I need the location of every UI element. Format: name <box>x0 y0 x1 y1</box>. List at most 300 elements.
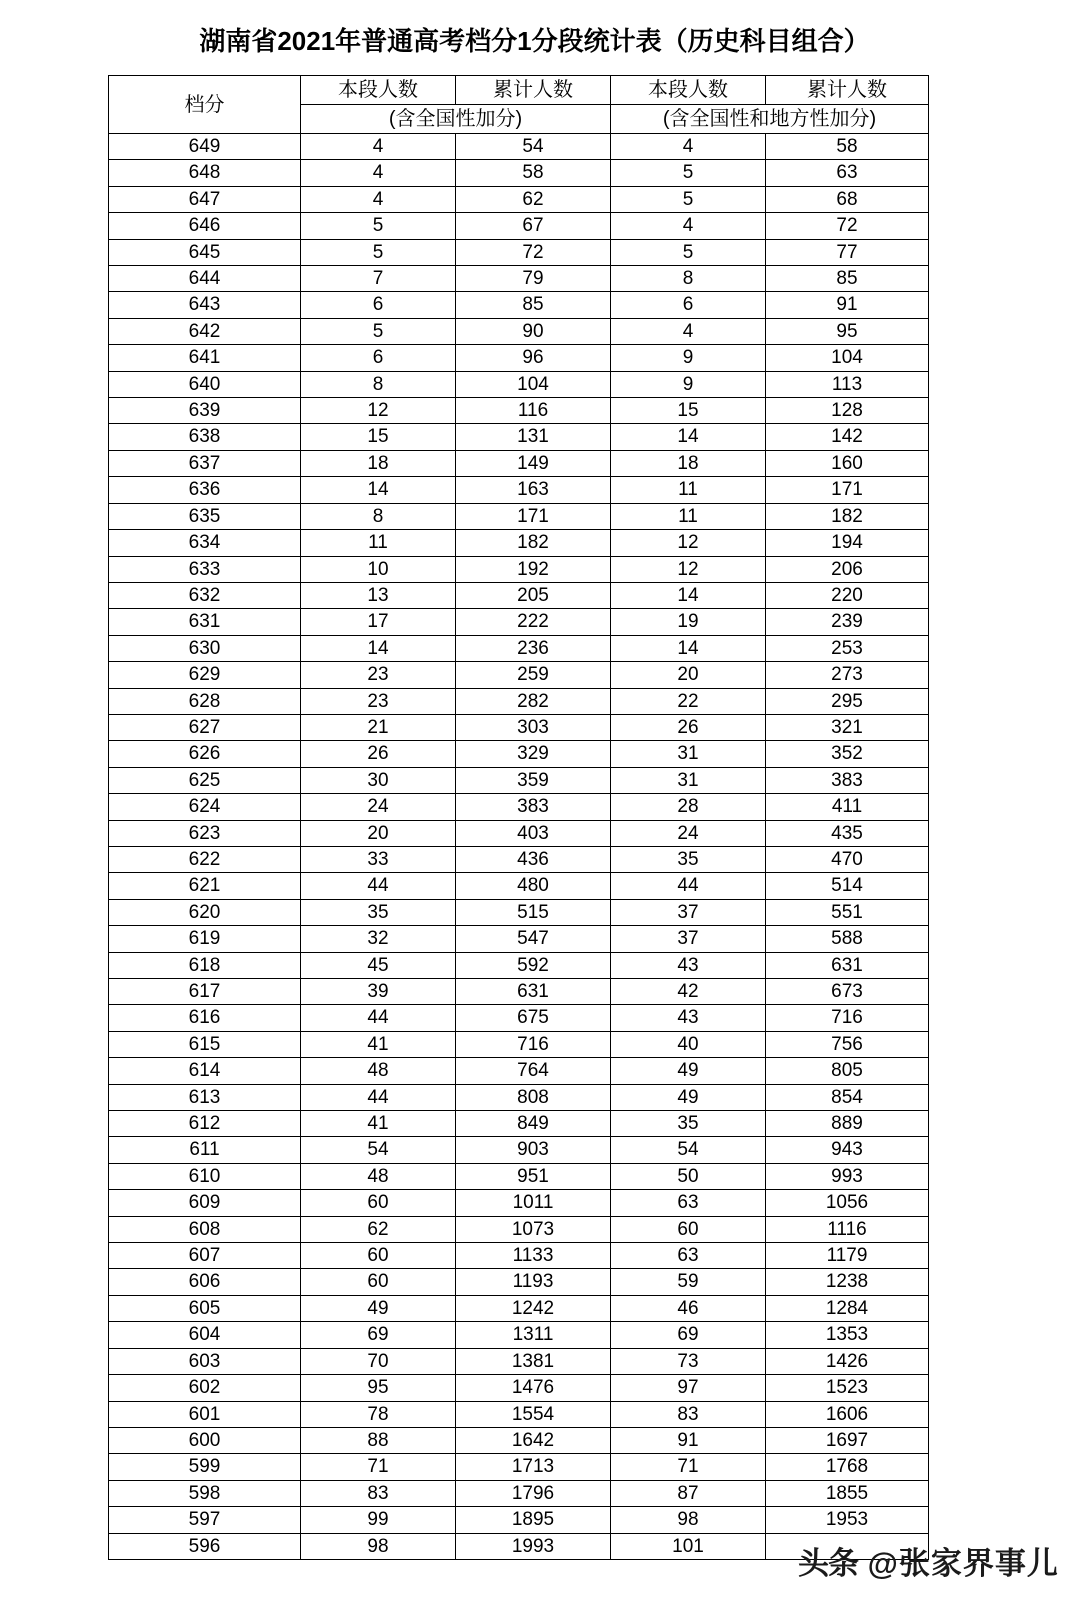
cell-group-a-cumulative: 1476 <box>456 1375 611 1401</box>
cell-group-a-cumulative: 1133 <box>456 1243 611 1269</box>
watermark-mark: 头条 <box>798 1546 858 1581</box>
cell-group-b-segment: 4 <box>611 213 766 239</box>
cell-score: 596 <box>109 1533 301 1559</box>
cell-group-b-cumulative: 194 <box>766 530 929 556</box>
cell-group-b-cumulative: 321 <box>766 714 929 740</box>
cell-score: 632 <box>109 582 301 608</box>
cell-group-b-cumulative: 95 <box>766 318 929 344</box>
cell-group-a-segment: 62 <box>301 1216 456 1242</box>
table-row <box>109 134 929 160</box>
cell-group-b-segment: 49 <box>611 1058 766 1084</box>
cell-group-b-segment: 12 <box>611 556 766 582</box>
cell-group-b-cumulative: 142 <box>766 424 929 450</box>
score-distribution-table-container <box>108 75 928 1560</box>
cell-score: 614 <box>109 1058 301 1084</box>
cell-group-a-segment: 71 <box>301 1454 456 1480</box>
cell-group-a-cumulative: 90 <box>456 318 611 344</box>
cell-score: 604 <box>109 1322 301 1348</box>
cell-group-a-segment: 41 <box>301 1111 456 1137</box>
table-row <box>109 820 929 846</box>
cell-group-b-segment: 40 <box>611 1031 766 1057</box>
cell-score: 646 <box>109 213 301 239</box>
cell-group-b-segment: 59 <box>611 1269 766 1295</box>
cell-group-a-cumulative: 1242 <box>456 1295 611 1321</box>
table-row <box>109 899 929 925</box>
cell-score: 631 <box>109 609 301 635</box>
cell-group-b-segment: 63 <box>611 1243 766 1269</box>
cell-group-a-segment: 14 <box>301 477 456 503</box>
cell-score: 601 <box>109 1401 301 1427</box>
cell-score: 611 <box>109 1137 301 1163</box>
table-row <box>109 1375 929 1401</box>
cell-group-b-cumulative: 206 <box>766 556 929 582</box>
cell-score: 602 <box>109 1375 301 1401</box>
table-row <box>109 1190 929 1216</box>
cell-group-a-segment: 14 <box>301 635 456 661</box>
cell-group-b-cumulative: 470 <box>766 846 929 872</box>
cell-score: 621 <box>109 873 301 899</box>
cell-group-b-cumulative: 943 <box>766 1137 929 1163</box>
cell-group-b-cumulative: 171 <box>766 477 929 503</box>
cell-group-b-segment: 101 <box>611 1533 766 1559</box>
cell-group-a-cumulative: 515 <box>456 899 611 925</box>
cell-group-b-segment: 9 <box>611 345 766 371</box>
table-row <box>109 1216 929 1242</box>
table-row <box>109 1031 929 1057</box>
cell-group-b-segment: 35 <box>611 846 766 872</box>
cell-group-a-segment: 10 <box>301 556 456 582</box>
cell-group-b-segment: 11 <box>611 477 766 503</box>
cell-group-a-segment: 15 <box>301 424 456 450</box>
cell-group-a-cumulative: 849 <box>456 1111 611 1137</box>
cell-score: 616 <box>109 1005 301 1031</box>
table-row <box>109 926 929 952</box>
table-row <box>109 239 929 265</box>
cell-group-a-cumulative: 764 <box>456 1058 611 1084</box>
cell-group-a-segment: 26 <box>301 741 456 767</box>
header-row-primary <box>109 76 929 105</box>
score-distribution-table <box>108 75 929 1560</box>
cell-group-b-cumulative: 1855 <box>766 1480 929 1506</box>
cell-group-b-cumulative: 295 <box>766 688 929 714</box>
cell-group-a-segment: 5 <box>301 213 456 239</box>
cell-group-b-cumulative: 220 <box>766 582 929 608</box>
column-header-group-a-note: (含全国性加分) <box>301 105 611 134</box>
cell-group-b-segment: 43 <box>611 952 766 978</box>
cell-group-b-segment: 14 <box>611 424 766 450</box>
cell-group-a-cumulative: 359 <box>456 767 611 793</box>
table-row <box>109 1454 929 1480</box>
cell-group-b-cumulative: 673 <box>766 979 929 1005</box>
cell-score: 619 <box>109 926 301 952</box>
cell-group-b-segment: 46 <box>611 1295 766 1321</box>
table-row <box>109 582 929 608</box>
cell-score: 649 <box>109 134 301 160</box>
column-header-group-a-segment: 本段人数 <box>301 76 456 105</box>
cell-group-a-cumulative: 1311 <box>456 1322 611 1348</box>
cell-group-a-segment: 5 <box>301 318 456 344</box>
cell-score: 637 <box>109 450 301 476</box>
table-header <box>109 76 929 134</box>
cell-score: 598 <box>109 1480 301 1506</box>
cell-group-b-segment: 98 <box>611 1507 766 1533</box>
cell-score: 609 <box>109 1190 301 1216</box>
cell-group-a-cumulative: 205 <box>456 582 611 608</box>
table-row <box>109 398 929 424</box>
cell-group-a-cumulative: 403 <box>456 820 611 846</box>
cell-score: 644 <box>109 266 301 292</box>
cell-score: 624 <box>109 794 301 820</box>
cell-group-b-segment: 11 <box>611 503 766 529</box>
cell-group-a-cumulative: 182 <box>456 530 611 556</box>
cell-group-a-segment: 98 <box>301 1533 456 1559</box>
cell-group-b-cumulative: 631 <box>766 952 929 978</box>
cell-group-a-cumulative: 131 <box>456 424 611 450</box>
table-row <box>109 635 929 661</box>
cell-group-a-segment: 95 <box>301 1375 456 1401</box>
cell-group-a-segment: 33 <box>301 846 456 872</box>
cell-score: 630 <box>109 635 301 661</box>
cell-group-b-segment: 97 <box>611 1375 766 1401</box>
cell-group-b-cumulative: 1426 <box>766 1348 929 1374</box>
cell-group-b-segment: 37 <box>611 899 766 925</box>
table-row <box>109 1295 929 1321</box>
table-row <box>109 424 929 450</box>
cell-group-a-cumulative: 163 <box>456 477 611 503</box>
cell-group-b-cumulative: 756 <box>766 1031 929 1057</box>
table-row <box>109 794 929 820</box>
cell-group-a-cumulative: 1193 <box>456 1269 611 1295</box>
cell-group-a-cumulative: 675 <box>456 1005 611 1031</box>
cell-score: 612 <box>109 1111 301 1137</box>
cell-group-a-segment: 12 <box>301 398 456 424</box>
cell-group-a-cumulative: 436 <box>456 846 611 872</box>
cell-group-b-segment: 54 <box>611 1137 766 1163</box>
cell-group-b-cumulative: 68 <box>766 186 929 212</box>
cell-group-a-segment: 17 <box>301 609 456 635</box>
cell-group-a-cumulative: 67 <box>456 213 611 239</box>
cell-group-b-cumulative: 716 <box>766 1005 929 1031</box>
cell-score: 627 <box>109 714 301 740</box>
column-header-group-a-cumulative: 累计人数 <box>456 76 611 105</box>
cell-score: 622 <box>109 846 301 872</box>
cell-group-a-segment: 69 <box>301 1322 456 1348</box>
table-row <box>109 1163 929 1189</box>
cell-group-a-cumulative: 58 <box>456 160 611 186</box>
cell-score: 635 <box>109 503 301 529</box>
cell-group-b-cumulative: 1768 <box>766 1454 929 1480</box>
table-row <box>109 450 929 476</box>
cell-score: 607 <box>109 1243 301 1269</box>
cell-group-a-segment: 21 <box>301 714 456 740</box>
table-row <box>109 213 929 239</box>
cell-group-b-cumulative: 63 <box>766 160 929 186</box>
cell-group-b-segment: 6 <box>611 292 766 318</box>
cell-group-a-segment: 44 <box>301 1005 456 1031</box>
cell-group-b-cumulative: 1238 <box>766 1269 929 1295</box>
cell-group-a-segment: 32 <box>301 926 456 952</box>
cell-group-a-segment: 8 <box>301 371 456 397</box>
cell-group-a-segment: 20 <box>301 820 456 846</box>
cell-group-a-cumulative: 149 <box>456 450 611 476</box>
cell-group-a-cumulative: 1796 <box>456 1480 611 1506</box>
table-row <box>109 1111 929 1137</box>
column-header-group-b-note: (含全国性和地方性加分) <box>611 105 929 134</box>
cell-group-a-segment: 44 <box>301 1084 456 1110</box>
table-body <box>109 134 929 1560</box>
cell-group-a-cumulative: 192 <box>456 556 611 582</box>
cell-group-b-cumulative: 273 <box>766 662 929 688</box>
cell-group-b-segment: 24 <box>611 820 766 846</box>
table-row <box>109 1480 929 1506</box>
cell-group-b-segment: 26 <box>611 714 766 740</box>
cell-group-a-cumulative: 104 <box>456 371 611 397</box>
cell-group-b-cumulative: 104 <box>766 345 929 371</box>
cell-score: 648 <box>109 160 301 186</box>
cell-group-a-cumulative: 1381 <box>456 1348 611 1374</box>
cell-score: 626 <box>109 741 301 767</box>
cell-group-b-cumulative: 1179 <box>766 1243 929 1269</box>
cell-group-a-segment: 83 <box>301 1480 456 1506</box>
cell-group-a-cumulative: 951 <box>456 1163 611 1189</box>
cell-group-b-segment: 71 <box>611 1454 766 1480</box>
cell-group-a-cumulative: 1642 <box>456 1427 611 1453</box>
cell-group-a-cumulative: 303 <box>456 714 611 740</box>
cell-score: 599 <box>109 1454 301 1480</box>
page-title: 湖南省2021年普通高考档分1分段统计表（历史科目组合） <box>199 26 870 56</box>
cell-group-b-cumulative: 993 <box>766 1163 929 1189</box>
cell-group-b-cumulative: 85 <box>766 266 929 292</box>
cell-group-a-cumulative: 1554 <box>456 1401 611 1427</box>
cell-score: 642 <box>109 318 301 344</box>
cell-group-a-segment: 11 <box>301 530 456 556</box>
table-row <box>109 979 929 1005</box>
cell-group-b-segment: 19 <box>611 609 766 635</box>
cell-group-b-segment: 5 <box>611 160 766 186</box>
cell-group-b-segment: 50 <box>611 1163 766 1189</box>
table-row <box>109 318 929 344</box>
cell-group-b-cumulative: 239 <box>766 609 929 635</box>
cell-group-b-cumulative: 253 <box>766 635 929 661</box>
cell-group-a-cumulative: 1895 <box>456 1507 611 1533</box>
table-row <box>109 952 929 978</box>
cell-group-b-cumulative: 72 <box>766 213 929 239</box>
cell-group-b-segment: 14 <box>611 582 766 608</box>
cell-group-b-segment: 44 <box>611 873 766 899</box>
cell-group-b-cumulative: 889 <box>766 1111 929 1137</box>
cell-group-b-cumulative: 91 <box>766 292 929 318</box>
cell-group-b-segment: 4 <box>611 134 766 160</box>
cell-score: 606 <box>109 1269 301 1295</box>
cell-group-a-cumulative: 62 <box>456 186 611 212</box>
table-row <box>109 1348 929 1374</box>
cell-group-b-cumulative: 1056 <box>766 1190 929 1216</box>
cell-group-b-cumulative: 854 <box>766 1084 929 1110</box>
cell-score: 620 <box>109 899 301 925</box>
cell-group-a-segment: 45 <box>301 952 456 978</box>
cell-group-b-segment: 73 <box>611 1348 766 1374</box>
table-row <box>109 1401 929 1427</box>
cell-group-a-segment: 7 <box>301 266 456 292</box>
cell-group-a-segment: 4 <box>301 160 456 186</box>
cell-group-a-cumulative: 631 <box>456 979 611 1005</box>
cell-group-a-segment: 4 <box>301 186 456 212</box>
cell-group-a-segment: 49 <box>301 1295 456 1321</box>
cell-group-b-segment: 5 <box>611 239 766 265</box>
table-row <box>109 345 929 371</box>
cell-group-a-cumulative: 716 <box>456 1031 611 1057</box>
cell-score: 597 <box>109 1507 301 1533</box>
table-row <box>109 1005 929 1031</box>
table-row <box>109 1269 929 1295</box>
column-header-score: 档分 <box>109 76 301 134</box>
cell-group-a-cumulative: 329 <box>456 741 611 767</box>
cell-group-b-segment: 9 <box>611 371 766 397</box>
cell-group-a-cumulative: 903 <box>456 1137 611 1163</box>
cell-group-a-cumulative: 222 <box>456 609 611 635</box>
cell-group-b-cumulative: 805 <box>766 1058 929 1084</box>
cell-score: 640 <box>109 371 301 397</box>
cell-group-a-cumulative: 79 <box>456 266 611 292</box>
cell-group-b-cumulative: 113 <box>766 371 929 397</box>
cell-group-b-segment: 60 <box>611 1216 766 1242</box>
table-row <box>109 767 929 793</box>
cell-score: 615 <box>109 1031 301 1057</box>
table-row <box>109 1427 929 1453</box>
cell-group-b-cumulative: 1953 <box>766 1507 929 1533</box>
cell-group-b-segment: 5 <box>611 186 766 212</box>
column-header-group-b-cumulative: 累计人数 <box>766 76 929 105</box>
cell-group-b-cumulative: 160 <box>766 450 929 476</box>
cell-group-a-segment: 41 <box>301 1031 456 1057</box>
cell-group-a-segment: 5 <box>301 239 456 265</box>
table-row <box>109 371 929 397</box>
cell-group-b-cumulative: 1116 <box>766 1216 929 1242</box>
table-row <box>109 741 929 767</box>
cell-group-a-cumulative: 259 <box>456 662 611 688</box>
cell-group-b-segment: 35 <box>611 1111 766 1137</box>
cell-group-b-cumulative <box>766 1533 929 1559</box>
cell-group-a-segment: 8 <box>301 503 456 529</box>
cell-group-b-segment: 42 <box>611 979 766 1005</box>
cell-group-b-segment: 83 <box>611 1401 766 1427</box>
table-row <box>109 846 929 872</box>
table-row <box>109 1533 929 1559</box>
table-row <box>109 1084 929 1110</box>
cell-group-b-cumulative: 1284 <box>766 1295 929 1321</box>
cell-group-b-segment: 20 <box>611 662 766 688</box>
cell-group-b-cumulative: 352 <box>766 741 929 767</box>
cell-group-a-cumulative: 72 <box>456 239 611 265</box>
cell-group-a-cumulative: 54 <box>456 134 611 160</box>
cell-group-a-segment: 35 <box>301 899 456 925</box>
cell-score: 618 <box>109 952 301 978</box>
cell-group-a-cumulative: 282 <box>456 688 611 714</box>
cell-group-b-cumulative: 1697 <box>766 1427 929 1453</box>
table-row <box>109 1243 929 1269</box>
cell-group-b-segment: 4 <box>611 318 766 344</box>
cell-score: 645 <box>109 239 301 265</box>
cell-group-a-cumulative: 1011 <box>456 1190 611 1216</box>
cell-group-a-segment: 60 <box>301 1269 456 1295</box>
cell-score: 641 <box>109 345 301 371</box>
table-row <box>109 1507 929 1533</box>
table-row <box>109 556 929 582</box>
cell-group-b-segment: 14 <box>611 635 766 661</box>
table-row <box>109 609 929 635</box>
cell-group-b-cumulative: 1353 <box>766 1322 929 1348</box>
cell-group-b-cumulative: 514 <box>766 873 929 899</box>
cell-group-a-segment: 30 <box>301 767 456 793</box>
cell-group-a-cumulative: 85 <box>456 292 611 318</box>
cell-score: 629 <box>109 662 301 688</box>
cell-group-a-cumulative: 1073 <box>456 1216 611 1242</box>
cell-group-a-cumulative: 236 <box>456 635 611 661</box>
cell-score: 636 <box>109 477 301 503</box>
cell-group-b-cumulative: 1606 <box>766 1401 929 1427</box>
table-row <box>109 873 929 899</box>
cell-score: 638 <box>109 424 301 450</box>
cell-group-a-segment: 60 <box>301 1243 456 1269</box>
cell-group-b-cumulative: 588 <box>766 926 929 952</box>
cell-group-b-segment: 49 <box>611 1084 766 1110</box>
cell-group-a-segment: 6 <box>301 345 456 371</box>
cell-group-a-segment: 13 <box>301 582 456 608</box>
cell-group-b-cumulative: 551 <box>766 899 929 925</box>
cell-group-a-segment: 60 <box>301 1190 456 1216</box>
cell-group-b-segment: 91 <box>611 1427 766 1453</box>
cell-group-b-segment: 12 <box>611 530 766 556</box>
cell-group-a-cumulative: 383 <box>456 794 611 820</box>
table-row <box>109 662 929 688</box>
table-row <box>109 714 929 740</box>
cell-group-a-segment: 48 <box>301 1058 456 1084</box>
cell-score: 634 <box>109 530 301 556</box>
cell-score: 608 <box>109 1216 301 1242</box>
cell-group-a-cumulative: 480 <box>456 873 611 899</box>
cell-group-b-cumulative: 1523 <box>766 1375 929 1401</box>
cell-group-a-segment: 6 <box>301 292 456 318</box>
table-row <box>109 186 929 212</box>
table-row <box>109 1322 929 1348</box>
cell-group-a-segment: 88 <box>301 1427 456 1453</box>
cell-group-a-segment: 39 <box>301 979 456 1005</box>
cell-group-b-segment: 43 <box>611 1005 766 1031</box>
cell-score: 625 <box>109 767 301 793</box>
cell-score: 633 <box>109 556 301 582</box>
table-row <box>109 503 929 529</box>
cell-group-a-cumulative: 592 <box>456 952 611 978</box>
cell-group-b-cumulative: 435 <box>766 820 929 846</box>
cell-group-b-segment: 63 <box>611 1190 766 1216</box>
cell-group-a-cumulative: 96 <box>456 345 611 371</box>
table-row <box>109 292 929 318</box>
cell-group-a-segment: 54 <box>301 1137 456 1163</box>
table-row <box>109 266 929 292</box>
cell-group-b-segment: 8 <box>611 266 766 292</box>
cell-score: 605 <box>109 1295 301 1321</box>
cell-group-b-cumulative: 58 <box>766 134 929 160</box>
cell-group-a-segment: 44 <box>301 873 456 899</box>
cell-group-a-cumulative: 1993 <box>456 1533 611 1559</box>
cell-group-a-segment: 23 <box>301 662 456 688</box>
cell-score: 643 <box>109 292 301 318</box>
cell-group-b-segment: 31 <box>611 767 766 793</box>
watermark-handle: @张家界事儿 <box>867 1546 1059 1581</box>
cell-group-b-cumulative: 411 <box>766 794 929 820</box>
table-row <box>109 530 929 556</box>
cell-score: 603 <box>109 1348 301 1374</box>
